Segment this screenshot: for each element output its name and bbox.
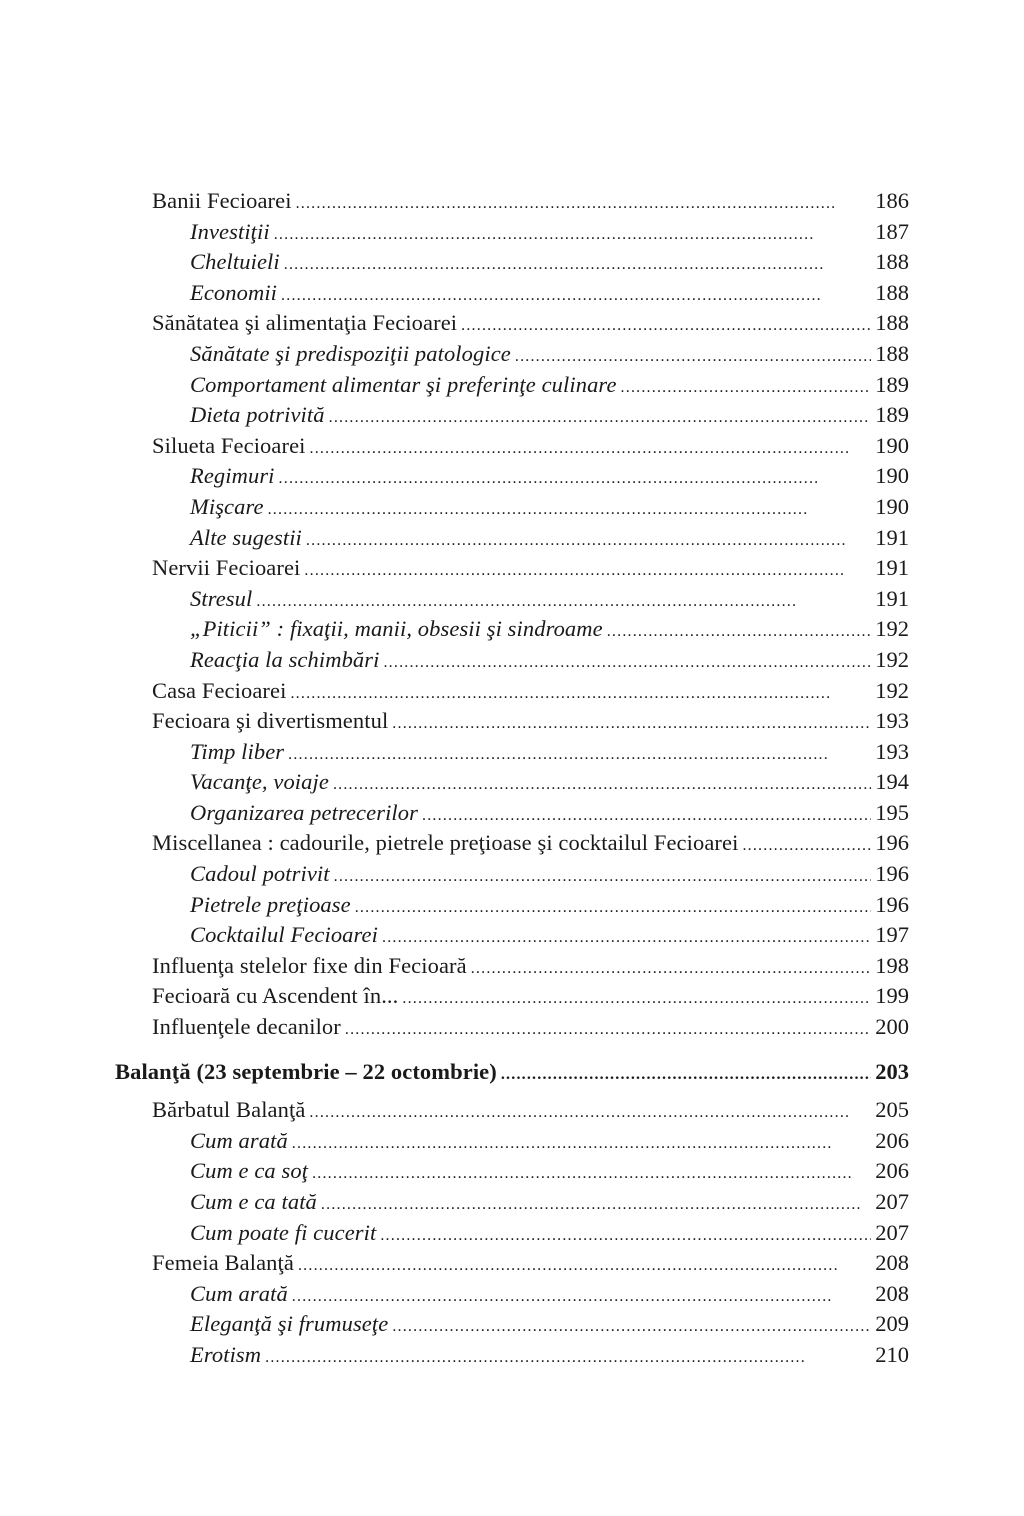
dot-leader	[279, 464, 872, 495]
toc-entry-title: Cum arată	[190, 1127, 288, 1153]
toc-page-number: 206	[875, 1127, 909, 1153]
toc-page-number: 193	[875, 708, 909, 734]
toc-page-number: 207	[875, 1189, 909, 1214]
toc-section-entry[interactable]	[152, 981, 909, 1012]
toc-page-number: 188	[875, 340, 909, 366]
toc-page-number: 203	[875, 1058, 909, 1084]
toc-subsection-entry[interactable]	[190, 890, 909, 921]
toc-entry-title: Cum e ca soţ	[190, 1158, 309, 1184]
toc-subsection-entry[interactable]	[190, 1126, 909, 1157]
toc-page-number: 190	[875, 463, 909, 489]
toc-page-number: 210	[875, 1341, 909, 1367]
dot-leader	[288, 740, 871, 771]
toc-entry-title: Reacţia la schimbări	[190, 646, 380, 672]
toc-entry-title: Cadoul potrivit	[190, 861, 330, 887]
toc-page-number: 188	[875, 310, 909, 336]
toc-page-number: 200	[875, 1014, 909, 1040]
dot-leader	[392, 1312, 871, 1343]
toc-entry-title: Cum e ca tată	[190, 1189, 317, 1214]
toc-entry-title: Femeia Balanţă	[152, 1250, 294, 1276]
dot-leader	[298, 1251, 871, 1282]
toc-subsection-entry[interactable]	[190, 920, 909, 951]
table-of-contents	[0, 186, 1024, 1371]
toc-subsection-entry[interactable]	[190, 859, 909, 890]
dot-leader	[383, 648, 871, 679]
toc-section-entry[interactable]	[152, 1095, 909, 1126]
toc-subsection-entry[interactable]	[190, 737, 909, 768]
dot-leader	[422, 801, 871, 832]
dot-leader	[290, 679, 871, 710]
toc-entry-title: Nervii Fecioarei	[152, 555, 301, 581]
toc-entry-title: Bărbatul Balanţă	[152, 1097, 306, 1123]
toc-page-number: 191	[875, 524, 909, 550]
toc-subsection-entry[interactable]	[190, 1340, 909, 1371]
toc-page-number: 206	[875, 1158, 909, 1184]
toc-subsection-entry[interactable]	[190, 339, 909, 370]
dot-leader	[268, 495, 872, 526]
dot-leader	[306, 526, 871, 557]
dot-leader	[274, 220, 872, 251]
toc-entry-title: Vacanţe, voiaje	[190, 769, 329, 795]
toc-subsection-entry[interactable]	[190, 492, 909, 523]
toc-entry-title: Regimuri	[190, 463, 275, 489]
dot-leader	[284, 250, 872, 281]
toc-section-entry[interactable]	[152, 431, 909, 462]
toc-page-number: 192	[875, 616, 909, 642]
toc-entry-title: Miscellanea : cadourile, pietrele preţioase şi cocktailul Fecioarei	[152, 830, 739, 856]
dot-leader	[309, 1098, 871, 1129]
toc-subsection-entry[interactable]	[190, 461, 909, 492]
toc-entry-title: Organizarea petrecerilor	[190, 799, 418, 825]
toc-page-number: 208	[875, 1280, 909, 1306]
dot-leader	[334, 862, 872, 893]
toc-page-number: 192	[875, 646, 909, 672]
toc-entry-title: Sănătate şi predispoziţii patologice	[190, 340, 511, 366]
toc-page-number: 191	[875, 555, 909, 581]
toc-subsection-entry[interactable]	[190, 767, 909, 798]
dot-leader	[515, 342, 871, 373]
toc-page-number: 186	[875, 188, 909, 213]
dot-leader	[321, 1190, 871, 1221]
dot-leader	[333, 770, 871, 801]
toc-section-entry[interactable]	[152, 706, 909, 737]
toc-subsection-entry[interactable]	[190, 278, 909, 309]
toc-subsection-entry[interactable]	[190, 217, 909, 248]
toc-page-number: 190	[875, 432, 909, 458]
toc-entry-title: Dieta potrivită	[190, 402, 325, 428]
dot-leader	[329, 403, 872, 434]
toc-entry-title: Influenţele decanilor	[152, 1014, 341, 1040]
toc-subsection-entry[interactable]	[190, 1279, 909, 1310]
toc-page-number: 192	[875, 677, 909, 703]
toc-subsection-entry[interactable]	[190, 370, 909, 401]
toc-subsection-entry[interactable]	[190, 247, 909, 278]
toc-entry-title: Stresul	[190, 585, 253, 611]
toc-section-entry[interactable]	[152, 1012, 909, 1043]
dot-leader	[256, 587, 871, 618]
dot-leader	[355, 893, 872, 924]
toc-subsection-entry[interactable]	[190, 1187, 909, 1218]
toc-page-number: 198	[875, 952, 909, 978]
toc-page-number: 193	[875, 738, 909, 764]
toc-page-number: 196	[875, 891, 909, 917]
toc-entry-title: Eleganţă şi frumuseţe	[190, 1311, 389, 1337]
dot-leader	[461, 311, 871, 342]
toc-section-entry[interactable]	[152, 676, 909, 707]
toc-entry-title: Alte sugestii	[190, 524, 302, 550]
toc-entry-title: Erotism	[190, 1341, 262, 1367]
dot-leader	[607, 617, 872, 648]
toc-page-number: 190	[875, 493, 909, 519]
toc-entry-title: Pietrele preţioase	[190, 891, 351, 917]
toc-page-number: 195	[875, 799, 909, 825]
toc-page-number: 188	[875, 249, 909, 275]
dot-leader	[296, 189, 872, 220]
toc-entry-title: Fecioară cu Ascendent în...	[152, 983, 399, 1009]
toc-entry-title: Comportament alimentar şi preferinţe culinare	[190, 371, 617, 397]
toc-entry-title: Banii Fecioarei	[152, 188, 292, 213]
toc-entry-title: Cheltuieli	[190, 249, 280, 275]
toc-subsection-entry[interactable]	[190, 523, 909, 554]
toc-page-number: 189	[875, 371, 909, 397]
toc-subsection-entry[interactable]	[190, 584, 909, 615]
toc-page-number: 209	[875, 1311, 909, 1337]
dot-leader	[380, 1221, 871, 1252]
toc-page-number: 188	[875, 279, 909, 305]
dot-leader	[310, 434, 872, 465]
toc-page-number: 205	[875, 1097, 909, 1123]
toc-entry-title: Mişcare	[190, 493, 264, 519]
toc-page-number: 197	[875, 922, 909, 948]
toc-entry-title: Cum poate fi cucerit	[190, 1219, 377, 1245]
toc-entry-title: Sănătatea şi alimentaţia Fecioarei	[152, 310, 458, 336]
toc-chapter-heading[interactable]	[115, 1057, 909, 1088]
toc-entry-title: Balanţă (23 septembrie – 22 octombrie)	[115, 1058, 497, 1084]
toc-subsection-entry[interactable]	[190, 1156, 909, 1187]
dot-leader	[402, 984, 871, 1015]
toc-entry-title: „Piticii” : fixaţii, manii, obsesii şi sindroame	[190, 616, 603, 642]
toc-entry-title: Cocktailul Fecioarei	[190, 922, 378, 948]
toc-section-entry[interactable]	[152, 1248, 909, 1279]
dot-leader	[304, 556, 871, 587]
toc-entry-title: Economii	[190, 279, 278, 305]
toc-page-number: 187	[875, 218, 909, 244]
toc-page-number: 189	[875, 402, 909, 428]
toc-section-entry[interactable]	[152, 308, 909, 339]
toc-entry-title: Cum arată	[190, 1280, 288, 1306]
dot-leader	[471, 954, 872, 985]
toc-page-number: 191	[875, 585, 909, 611]
toc-subsection-entry[interactable]	[190, 798, 909, 829]
toc-entry-title: Influenţa stelelor fixe din Fecioară	[152, 952, 467, 978]
dot-leader	[392, 709, 871, 740]
toc-entry-title: Investiţii	[190, 218, 270, 244]
toc-subsection-entry[interactable]	[190, 645, 909, 676]
toc-section-entry[interactable]	[152, 951, 909, 982]
toc-entry-title: Timp liber	[190, 738, 285, 764]
toc-section-entry[interactable]	[152, 553, 909, 584]
toc-subsection-entry[interactable]	[190, 1309, 909, 1340]
dot-leader	[345, 1015, 871, 1046]
toc-entry-title: Casa Fecioarei	[152, 677, 287, 703]
toc-page-number: 196	[875, 861, 909, 887]
toc-page-number: 207	[875, 1219, 909, 1245]
dot-leader	[265, 1343, 871, 1374]
dot-leader	[501, 1060, 871, 1091]
dot-leader	[382, 923, 871, 954]
toc-entry-title: Fecioara şi divertismentul	[152, 708, 389, 734]
dot-leader	[312, 1159, 871, 1190]
dot-leader	[292, 1282, 871, 1313]
toc-page-number: 194	[875, 769, 909, 795]
toc-page-number: 208	[875, 1250, 909, 1276]
toc-section-entry[interactable]	[152, 828, 909, 859]
toc-entry-title: Silueta Fecioarei	[152, 432, 306, 458]
toc-page-number: 196	[875, 830, 909, 856]
dot-leader	[742, 831, 871, 862]
dot-leader	[292, 1129, 871, 1160]
toc-section-entry[interactable]	[152, 186, 909, 217]
toc-subsection-entry[interactable]	[190, 1218, 909, 1249]
toc-subsection-entry[interactable]	[190, 614, 909, 645]
dot-leader	[281, 281, 871, 312]
dot-leader	[621, 373, 872, 404]
toc-page-number: 199	[875, 983, 909, 1009]
toc-subsection-entry[interactable]	[190, 400, 909, 431]
